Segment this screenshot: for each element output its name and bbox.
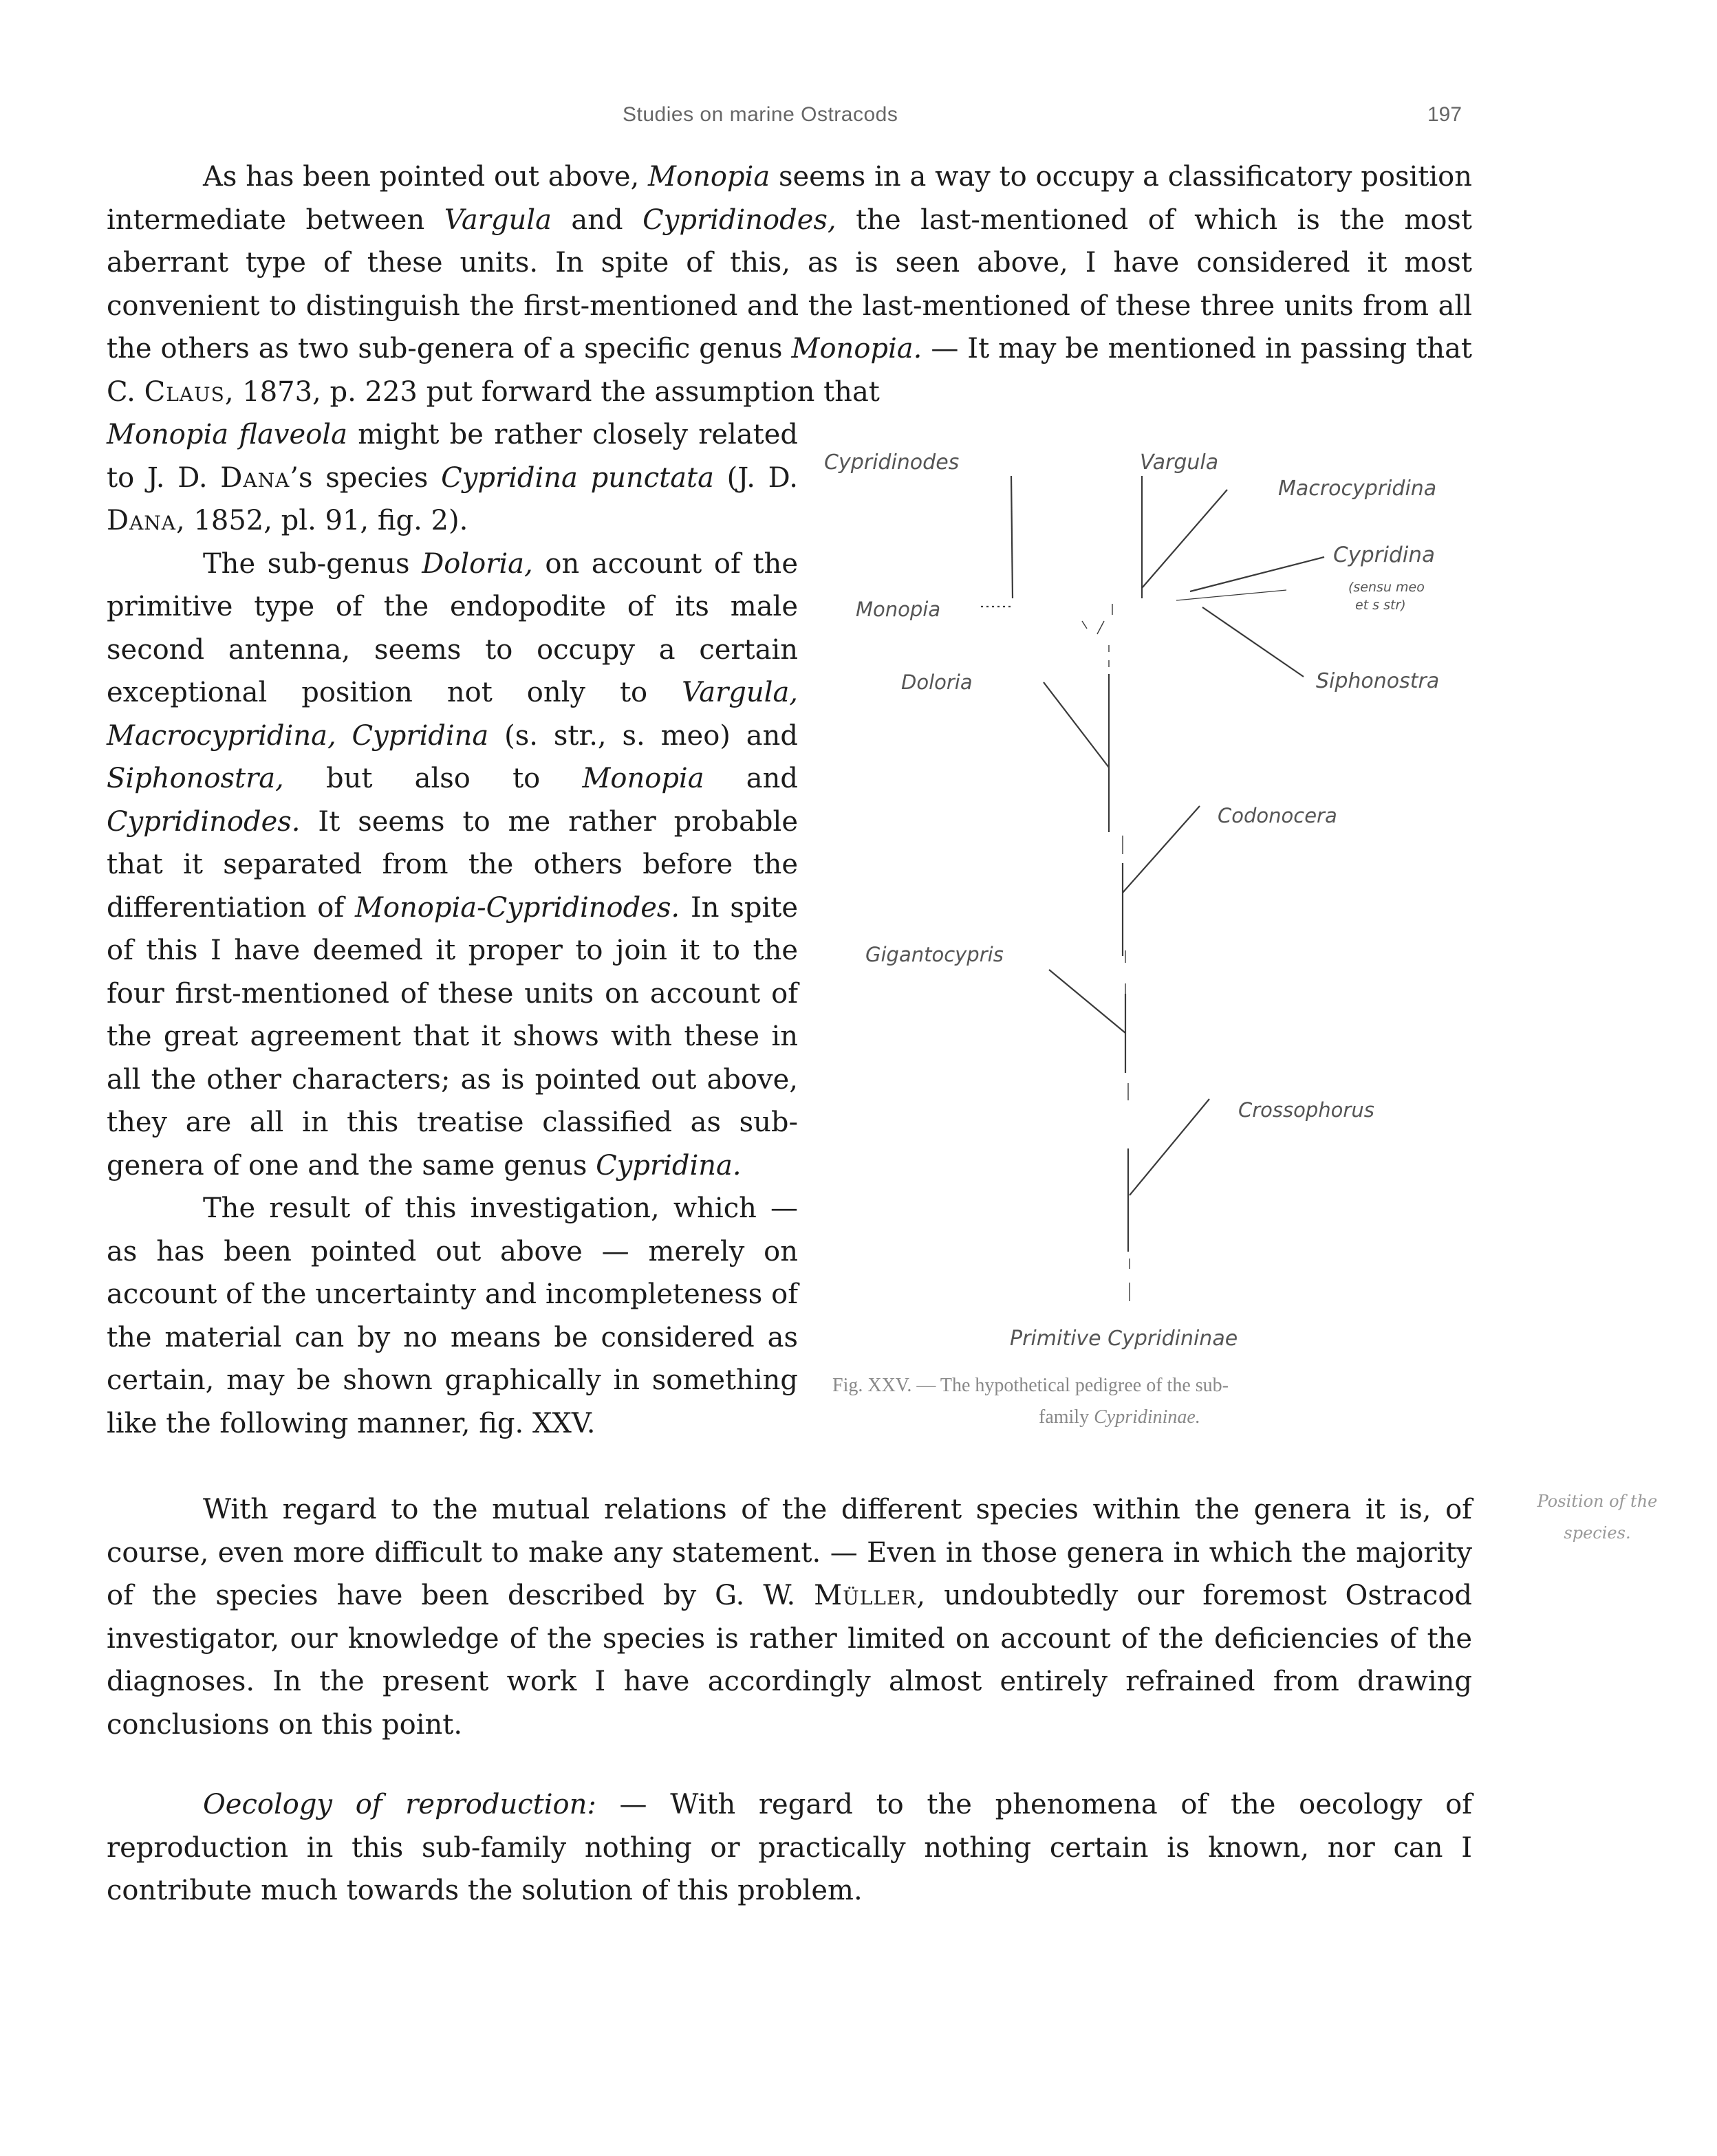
running-title: Studies on marine Ostracods	[623, 103, 898, 126]
branch-crossophorus	[1130, 1099, 1209, 1195]
italic-text: Cypridinodes.	[107, 805, 301, 838]
text-run: — It may be mentioned in passing that C.	[107, 333, 1473, 408]
paragraph	[107, 1187, 798, 1445]
label-gigantocypris: Gigantocypris	[865, 943, 1004, 966]
italic-text: Vargula	[444, 204, 552, 236]
species-relations-paragraph	[107, 1488, 1472, 1746]
left-column-text	[107, 413, 798, 1445]
paragraph	[107, 155, 1472, 413]
margin-note-line-1: Position of the	[1537, 1492, 1658, 1511]
text-run: (s. str., s. meo) and	[488, 719, 798, 752]
name-small-caps: Müller	[814, 1580, 917, 1611]
text-run: , undoubtedly our foremost Ostracod investigator, our knowledge of the species is rather limited on account of the deficiencies of the diagnoses. In the present work I have accordingly almost entirely refrained from drawing conclusions on this point.	[107, 1580, 1473, 1741]
text-run: The sub-genus	[203, 547, 422, 580]
label-cypridina-note-1: (sensu meo	[1348, 580, 1425, 595]
text-run: but also to	[283, 763, 583, 794]
italic-text: Cypridina.	[596, 1149, 742, 1182]
label-macrocypridina: Macrocypridina	[1278, 477, 1437, 501]
branch-siphonostra	[1202, 607, 1304, 677]
figure-caption	[832, 1370, 1486, 1433]
text-run: It seems to me rather probable that it separated from the others before the differentiation of	[107, 805, 798, 924]
caption-line-1: Fig. XXV. — The hypothetical pedigree of the sub-	[832, 1375, 1229, 1396]
branch-cypridinodes	[1011, 476, 1013, 598]
text-run: might be rather closely related to J. D.	[107, 419, 799, 494]
label-siphonostra: Siphonostra	[1316, 669, 1440, 693]
italic-text: Cypridina punctata	[441, 461, 714, 494]
label-cypridinodes: Cypridinodes	[824, 450, 960, 475]
label-crossophorus: Crossophorus	[1238, 1098, 1374, 1122]
name-small-caps: Dana	[107, 505, 177, 536]
junction-left-dash	[1082, 621, 1087, 629]
italic-text: Monopia-Cypridinodes.	[354, 891, 680, 924]
text-run: and	[704, 763, 798, 794]
margin-note	[1529, 1485, 1666, 1549]
italic-text: Doloria,	[422, 547, 533, 580]
paragraph	[107, 1488, 1472, 1746]
italic-text: Monopia flaveola	[107, 419, 347, 450]
pedigree-diagram	[812, 433, 1472, 1382]
label-monopia: Monopia	[856, 598, 941, 621]
italic-text: Vargula, Macrocypridina, Cypridina	[107, 677, 798, 752]
italic-text: Siphonostra,	[107, 763, 284, 794]
text-run: With regard to the mutual relations of the different species within the genera it is, of course, even more difficult to make any statement. — Even in those genera in which the majority of the species have been described by G. W.	[107, 1494, 1472, 1611]
text-run: and	[551, 204, 643, 236]
italic-text: Oecology of reproduction:	[203, 1789, 596, 1820]
page-number: 197	[1427, 103, 1462, 126]
branch-gigantocypris	[1049, 970, 1125, 1033]
italic-text: Monopia	[582, 763, 704, 794]
text-run: seems in a way to occupy a classificatory position intermediate between	[107, 161, 1472, 236]
label-vargula: Vargula	[1140, 450, 1219, 475]
oecology-paragraph	[107, 1783, 1472, 1913]
caption-line-2-prefix: family	[1039, 1406, 1094, 1428]
pedigree-svg	[812, 433, 1472, 1382]
text-run: on account of the primitive type of the endopodite of its male second antenna, seems to occupy a certain exceptional position not only to	[107, 547, 798, 708]
margin-note-line-2: species.	[1564, 1523, 1631, 1543]
text-run: As has been pointed out above,	[203, 161, 649, 193]
label-cypridina-note-2: et s str)	[1355, 598, 1406, 613]
paragraph	[107, 543, 798, 1188]
text-run: , 1852, pl. 91, fig. 2).	[176, 505, 468, 536]
branch-macrocypridina	[1142, 490, 1227, 588]
branch-codonocera	[1123, 806, 1200, 893]
branch-cypridina	[1190, 557, 1324, 591]
label-codonocera: Codonocera	[1218, 804, 1337, 827]
junction-right-dash	[1097, 621, 1104, 634]
text-run: In spite of this I have deemed it proper to join it to the four first-mentioned of these units on account of the great agreement that it shows with these in all the other characters; as is pointed out above, they are all in this treatise classified as sub-genera of one and the same genus	[107, 891, 798, 1182]
label-cypridina: Cypridina	[1333, 543, 1435, 567]
text-run: — With regard to the phenomena of the oecology of reproduction in this sub-family nothing or practically nothing certain is known, nor can I contribute much towards the solution of this problem.	[107, 1789, 1473, 1906]
pedigree-lines	[981, 476, 1324, 1301]
text-run: the last-mentioned of which is the most aberrant type of these units. In spite of this, as is seen above, I have considered it most convenient to distinguish the first-mentioned and the last-mentioned of these three units from all the others as two sub-genera of a specific genus	[107, 204, 1473, 364]
caption-line-2	[832, 1402, 1486, 1433]
paragraph	[107, 413, 798, 543]
paragraph	[107, 1783, 1472, 1913]
text-run: , 1873, p. 223 put forward the assumption that	[224, 375, 880, 408]
intro-paragraph	[107, 155, 1472, 413]
branch-doloria	[1044, 682, 1109, 767]
name-small-caps: Claus	[144, 375, 225, 408]
label-root: Primitive Cypridininae	[1010, 1327, 1238, 1351]
text-run: ’s species	[290, 461, 442, 494]
italic-text: Cypridinodes,	[642, 204, 836, 236]
caption-line-2-italic: Cypridininae.	[1094, 1406, 1200, 1428]
text-run: (J. D.	[713, 461, 798, 494]
branch-cypridina-secondary	[1176, 590, 1286, 600]
italic-text: Monopia	[648, 161, 770, 193]
name-small-caps: Dana	[220, 461, 290, 494]
label-doloria: Doloria	[901, 671, 973, 694]
italic-text: Monopia.	[791, 333, 922, 364]
text-run: The result of this investigation, which — as has been pointed out above — merely on account of the uncertainty and incompleteness of the material can by no means be considered as certain, may be shown graphically in something like the following manner, fig. XXV.	[107, 1193, 798, 1439]
